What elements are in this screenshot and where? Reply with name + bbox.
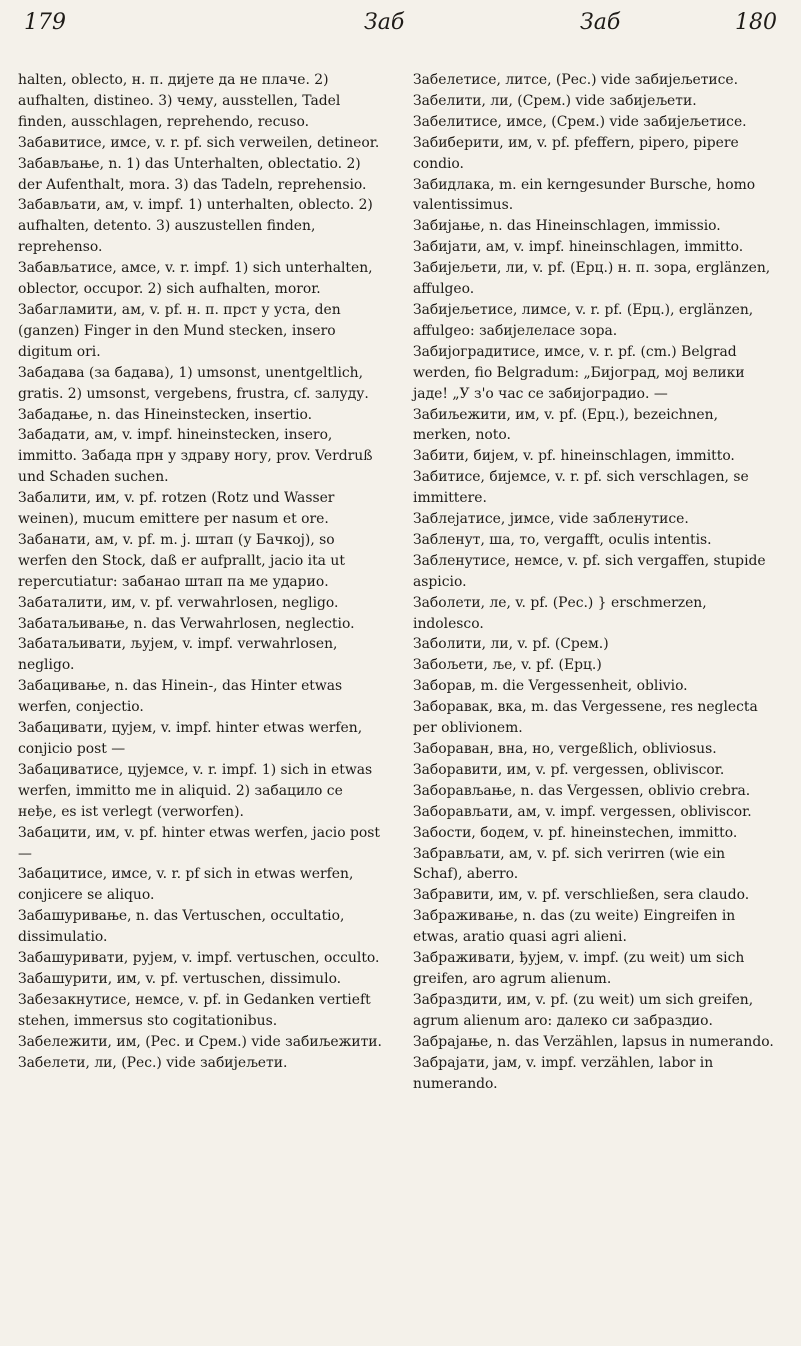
dictionary-entry: Забравити, им, v. pf. verschließen, sera claudo.	[413, 887, 750, 904]
dictionary-entry: Забавитисе, имсе, v. r. pf. sich verweilen, detineor.	[18, 134, 380, 151]
dictionary-entry: Заборав, m. die Vergessenheit, oblivio.	[413, 678, 688, 695]
dictionary-entry: Забраживати, ђујем, v. impf. (zu weit) um sich greifen, aro agrum alienum.	[413, 950, 745, 987]
dictionary-entry: Заборављање, n. das Vergessen, oblivio crebra.	[413, 782, 751, 799]
dictionary-entry: Забрајање, n. das Verzählen, lapsus in numerando.	[413, 1033, 774, 1050]
dictionary-entry: Забашуривати, рујем, v. impf. vertuschen, occulto.	[18, 950, 380, 967]
dictionary-entry: Забрајати, јам, v. impf. verzählen, labor in numerando.	[413, 1054, 714, 1092]
dictionary-entry: Забацитисе, имсе, v. r. pf sich in etwas werfen, conjicere se aliquo.	[18, 866, 354, 904]
dictionary-entry: Забезакнутисе, немсе, v. pf. in Gedanken vertieft stehen, immersus sto cogitationibus.	[18, 991, 371, 1029]
dictionary-entry: Забадати, ам, v. impf. hineinstecken, insero, immitto. Забада прн у здраву ногу, prov. Verdruß und Schaden suchen.	[18, 427, 373, 486]
dictionary-entry: Забатаљивати, љујем, v. impf. verwahrlosen, negligo.	[18, 636, 338, 674]
dictionary-entry: Забидлака, m. ein kerngesunder Bursche, homo valentissimus.	[413, 176, 756, 214]
dictionary-entry: Забашуривање, n. das Vertuschen, occultatio, dissimulatio.	[18, 908, 345, 946]
dictionary-entry: Забелитисе, имсе, (Срем.) vide забијељетисе.	[413, 113, 747, 130]
dictionary-entry: Забацивање, n. das Hinein-, das Hinter etwas werfen, conjectio.	[18, 678, 343, 716]
dictionary-entry: Забацивати, цујем, v. impf. hinter etwas werfen, conjicio post —	[18, 720, 363, 757]
dictionary-entry: Забиберити, им, v. pf. pfeffern, pipero, pipere condio.	[413, 134, 739, 172]
dictionary-entry: Забијељети, ли, v. pf. (Ерц.) н. п. зора, erglänzen, affulgeo.	[413, 260, 771, 298]
dictionary-entry: halten, oblecto, н. п. дијете да не плаче. 2) aufhalten, distineo. 3) чему, ausstellen, Tadel finden, ausschlagen, reprehendo, recuso.	[18, 72, 341, 130]
dictionary-entry: Заборaван, вна, но, vergeßlich, obliviosus.	[413, 741, 717, 757]
dictionary-entry: Заболити, ли, v. pf. (Срем.)	[413, 636, 609, 653]
dictionary-entry: Забадава (за бадава), 1) umsonst, unentgeltlich, gratis. 2) umsonst, vergebens, frustra, cf. залуду.	[18, 364, 369, 402]
right-column	[413, 70, 778, 1094]
dictionary-entry: Забацити, им, v. pf. hinter etwas werfen, jacio post —	[18, 824, 380, 862]
dictionary-entry: Забатаљивање, n. das Verwahrlosen, neglectio.	[18, 615, 355, 632]
dictionary-entry: Забитисе, бијемсе, v. r. pf. sich verschlagen, se immittere.	[413, 469, 749, 507]
dictionary-entry: Забијање, n. das Hineinschlagen, immissio.	[413, 218, 721, 235]
dictionary-entry: Заблејатисе, јимсе, vide забленутисе.	[413, 511, 689, 528]
dictionary-entry: Забаталити, им, v. pf. verwahrlosen, negligo.	[18, 594, 339, 611]
dictionary-entry: Забленут, ша, то, vergafft, oculis intentis.	[413, 531, 712, 548]
dictionary-entry: Заборавити, им, v. pf. vergessen, obliviscor.	[413, 761, 725, 778]
dictionary-entry: Забрављати, ам, v. pf. sich verirren (wie ein Schaf), aberro.	[413, 845, 726, 883]
dictionary-entry: Забациватисе, цујемсе, v. r. impf. 1) sich in etwas werfen, immitto me in aliquid. 2) забацило се неђе, es ist verlegt (verworfen).	[18, 761, 373, 820]
dictionary-entry: Забагламити, ам, v. pf. н. п. прст у уста, den (ganzen) Finger in den Mund stecken, insero digitum ori.	[18, 301, 341, 360]
dictionary-entry: Забиљежити, им, v. pf. (Ерц.), bezeichnen, merken, noto.	[413, 406, 718, 444]
dictionary-entry: Забити, бијем, v. pf. hineinschlagen, immitto.	[413, 448, 735, 465]
dictionary-entry: Забележити, им, (Рес. и Срем.) vide забиљежити.	[18, 1033, 382, 1050]
dictionary-entry: Забалити, им, v. pf. rotzen (Rotz und Wasser weinen), mucum emittere per nasum et ore.	[18, 490, 335, 528]
page-number-right: 180	[735, 10, 777, 35]
dictionary-entry: Забраживање, n. das (zu weite) Eingreifen in etwas, aratio quasi agri alieni.	[413, 908, 736, 946]
dictionary-entry: Забанати, ам, v. pf. m. j. штап (у Бачкој), so werfen den Stock, daß er aufprallt, jacio ita ut repercutiatur: забанао штап па ме ударио.	[18, 531, 345, 590]
dictionary-entry: Забелетисе, литсе, (Рес.) vide забијељетисе.	[413, 72, 739, 88]
dictionary-entry: Заболети, ле, v. pf. (Рес.) } erschmerzen, indolesco.	[413, 594, 707, 632]
dictionary-entry: Забијати, ам, v. impf. hineinschlagen, immitto.	[413, 239, 744, 256]
dictionary-entry: Забелити, ли, (Срем.) vide забијељети.	[413, 92, 697, 109]
dictionary-entry: Заборавак, вка, m. das Vergessene, res neglecta per oblivionem.	[413, 699, 758, 737]
dictionary-entry: Забављати, ам, v. impf. 1) unterhalten, oblecto. 2) aufhalten, detento. 3) auszustellen finden, reprehenso.	[18, 197, 373, 256]
running-head-left: Заб	[364, 10, 405, 35]
dictionary-entry: Забраздити, им, v. pf. (zu weit) um sich greifen, agrum alienum aro: далеко си забраздио.	[413, 991, 754, 1029]
dictionary-entry: Забадање, n. das Hineinstecken, insertio.	[18, 406, 313, 423]
page-header	[24, 10, 777, 46]
dictionary-entry: Забелети, ли, (Рес.) vide забијељети.	[18, 1054, 288, 1071]
left-column	[18, 70, 383, 1074]
dictionary-entry: Забијоградитисе, имсе, v. r. pf. (cm.) Belgrad werden, fio Belgradum: „Бијоград, мој велики јаде! „У з'о час се забијоградио. —	[413, 343, 745, 402]
dictionary-entry: Заборављати, ам, v. impf. vergessen, obliviscor.	[413, 803, 752, 820]
dictionary-entry: Забављање, n. 1) das Unterhalten, oblectatio. 2) der Aufenthalt, mora. 3) das Tadeln, reprehensio.	[18, 155, 367, 193]
dictionary-entry: Забленутисе, немсе, v. pf. sich vergaffen, stupide aspicio.	[413, 552, 766, 590]
dictionary-entry: Забашурити, им, v. pf. vertuschen, dissimulo.	[18, 970, 342, 987]
dictionary-entry: Забављатисе, амсе, v. r. impf. 1) sich unterhalten, oblector, occupor. 2) sich aufhalten, moror.	[18, 260, 373, 298]
running-head-right: Заб	[580, 10, 621, 35]
page-number-left: 179	[24, 10, 66, 35]
dictionary-entry: Забости, бодем, v. pf. hineinstechen, immitto.	[413, 824, 738, 841]
dictionary-entry: Забијељетисе, лимсе, v. r. pf. (Ерц.), erglänzen, affulgeo: забијелеласе зора.	[413, 301, 754, 339]
dictionary-entry: Забољети, ље, v. pf. (Ерц.)	[413, 657, 602, 674]
